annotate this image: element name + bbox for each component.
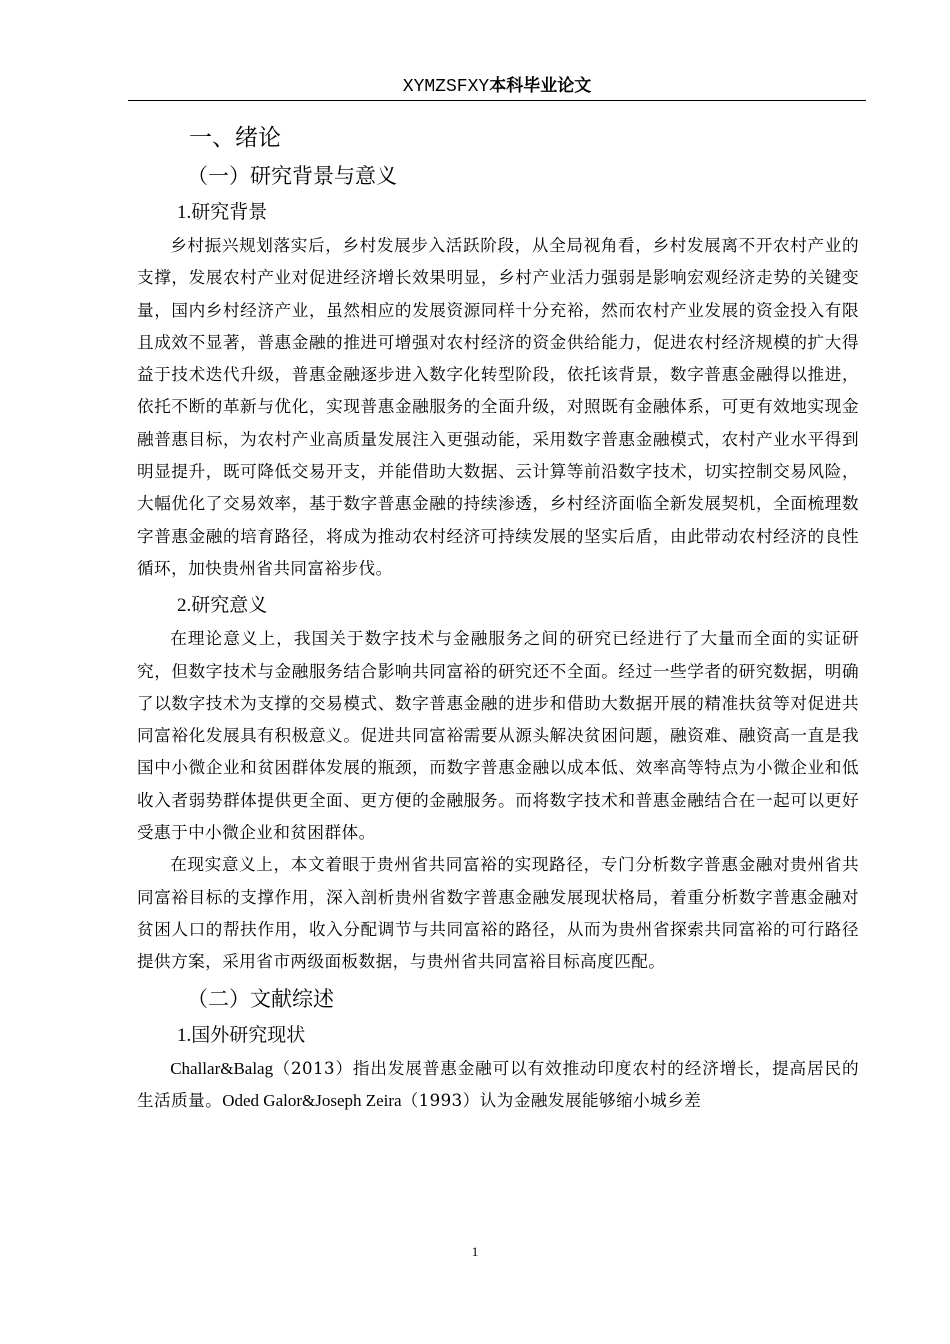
subsection-heading-foreign [137,1017,859,1053]
paragraph-text: （2013）指出发展普惠金融可以有效推动印度农村的经济增长，提高居民的生活质量。 [137,1058,859,1110]
page-header [128,72,866,101]
header-prefix: XYMZSFXY [402,77,490,97]
section-heading-literature: （二）文献综述 [187,986,334,1011]
subsection-number: 2. [177,595,192,617]
author-name: Oded Galor&Joseph Zeira [222,1090,402,1110]
paragraph-theoretical: 在理论意义上，我国关于数字技术与金融服务之间的研究已经进行了大量而全面的实证研究，但数字技术与金融服务结合影响共同富裕的研究还不全面。经过一些学者的研究数据，明确了以数字技术为支撑的交易模式、数字普惠金融的进步和借助大数据开展的精准扶贫等对促进共同富裕化发展具有积极意义。促进共同富裕需要从源头解决贫困问题，融资难、融资高一直是我国中小微企业和贫困群体发展的瓶颈，而数字普惠金融以成本低、效率高等特点为小微企业和低收入者弱势群体提供更全面、更方便的金融服务。而将数字技术和普惠金融结合在一起可以更好受惠于中小微企业和贫困群体。 [137,629,859,843]
subsection-title: 国外研究现状 [191,1023,306,1046]
subsection-heading-background [137,194,859,230]
subsection-number: 1. [177,202,192,223]
header-title: 本科毕业论文 [489,76,592,96]
section-heading-background: （一）研究背景与意义 [187,164,397,188]
page-number: 1 [471,1244,479,1259]
subsection-heading-significance [137,587,859,623]
paragraph-practical: 在现实意义上，本文着眼于贵州省共同富裕的实现路径，专门分析数字普惠金融对贵州省共同富裕目标的支撑作用，深入剖析贵州省数字普惠金融发展现状格局，着重分析数字普惠金融对贫困人口的帮扶作用，收入分配调节与共同富裕的路径，从而为贵州省探索共同富裕的可行路径提供方案，采用省市两级面板数据，与贵州省共同富裕目标高度匹配。 [137,855,859,972]
subsection-number: 1. [177,1024,192,1046]
author-name: Challar&Balag [170,1058,274,1078]
paragraph-background: 乡村振兴规划落实后，乡村发展步入活跃阶段，从全局视角看，乡村发展离不开农村产业的支撑，发展农村产业对促进经济增长效果明显，乡村产业活力强弱是影响宏观经济走势的关键变量，国内乡村经济产业，虽然相应的发展资源同样十分充裕，然而农村产业发展的资金投入有限且成效不显著，普惠金融的推进可增强对农村经济的资金供给能力，促进农村经济规模的扩大得益于技术迭代升级，普惠金融逐步进入数字化转型阶段，依托该背景，数字普惠金融得以推进，依托不断的革新与优化，实现普惠金融服务的全面升级，对照既有金融体系，可更有效地实现金融普惠目标，为农村产业高质量发展注入更强动能，采用数字普惠金融模式，农村产业水平得到明显提升，既可降低交易开支，并能借助大数据、云计算等前沿数字技术，切实控制交易风险，大幅优化了交易效率，基于数字普惠金融的持续渗透，乡村经济面临全新发展契机，全面梳理数字普惠金融的培育路径，将成为推动农村经济可持续发展的坚实后盾，由此带动农村经济的良性循环，加快贵州省共同富裕步伐。 [137,236,859,578]
chapter-heading: 一、绪论 [189,125,281,151]
paragraph-foreign-research [137,1053,859,1118]
paragraph-text: （1993）认为金融发展能够缩小城乡差 [401,1090,702,1110]
subsection-title: 研究背景 [191,201,268,223]
document-body [137,118,859,1117]
subsection-title: 研究意义 [191,594,268,617]
